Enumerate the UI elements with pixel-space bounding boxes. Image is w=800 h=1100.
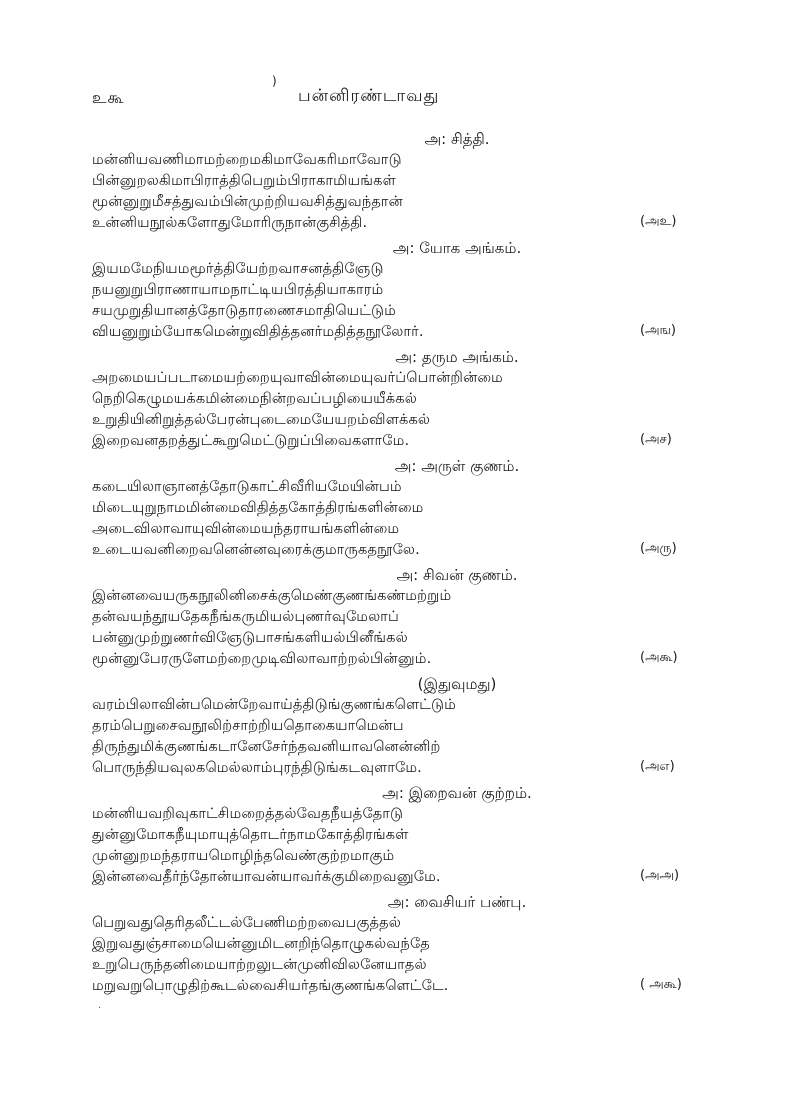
verse-number: (அச) <box>640 432 672 447</box>
verse <box>92 913 712 997</box>
verse <box>92 368 712 452</box>
verse-line: நயனுறுபிராணாயாமநாட்டியபிரத்தியாகாரம் <box>92 282 384 298</box>
verse-line: பெறுவதுதெரிதலீட்டல்பேணிமற்றவைபகுத்தல் <box>92 915 401 931</box>
verse-line: இன்னவைதீர்ந்தோன்யாவன்யாவர்க்குமிறைவனுமே. <box>92 869 441 885</box>
verse-line: மன்னியவறிவுகாட்சிமறைத்தல்வேதநீயத்தோடு <box>92 806 404 822</box>
verse-line: மூன்னுறுமீசத்துவம்பின்முற்றியவசித்துவந்தான் <box>92 194 403 210</box>
verse-number: (அங) <box>640 323 676 338</box>
verse-line: பன்னுமுற்றுணர்விஞேடுபாசங்களியல்பினீங்கல் <box>92 630 408 646</box>
verse-line: முன்னுறமந்தராயமொழிந்தவெண்குற்றமாகும் <box>92 848 395 864</box>
margin-mark: ) <box>272 74 277 88</box>
section-heading: (இதுவுமது) <box>417 675 497 693</box>
section-vaisiyar-panbu <box>92 891 712 997</box>
section-dharma-angam <box>92 346 712 452</box>
verse <box>92 586 712 670</box>
verse-number: ( அகூ) <box>640 977 682 992</box>
stray-mark: . <box>98 1000 102 1011</box>
verse <box>92 695 712 779</box>
section-heading: அ: சிவன் குணம். <box>396 566 518 584</box>
verse-number: (அஉ) <box>640 214 677 229</box>
stray-mark: ` <box>160 992 165 1003</box>
verse-line: உடையவனிறைவனென்னவுரைக்குமாருகதநூலே. <box>92 542 420 558</box>
verse <box>92 804 712 888</box>
section-yoga-angam <box>92 237 712 343</box>
page-title: பன்னிரண்டாவது <box>298 86 440 106</box>
verse-number: (அஎ) <box>640 759 675 774</box>
verse-line: பொருந்தியவுலகமெல்லாம்புரந்திடுங்கடவுளாமே. <box>92 760 422 776</box>
section-heading: அ: சித்தி. <box>424 130 490 148</box>
section-heading: அ: இறைவன் குற்றம். <box>382 784 532 802</box>
verse-line: மறுவறுபொழுதிற்கூடல்வைசியர்தங்குணங்களெட்டே. <box>92 978 449 994</box>
verse-line: தன்வயந்தூயதேகநீங்கருமியல்புணர்வுமேலாப் <box>92 609 399 625</box>
section-ithuvumathu <box>92 673 712 779</box>
section-heading: அ: வைசியர் பண்பு. <box>387 893 527 911</box>
section-sivan-gunam <box>92 564 712 670</box>
verse-line: தரம்பெறுசைவநூலிற்சாற்றியதொகையாமென்ப <box>92 718 404 734</box>
verse-line: அடைவிலாவாயுவின்மையந்தராயங்களின்மை <box>92 521 400 537</box>
verse-line: கடையிலாஞானத்தோடுகாட்சிவீரியமேயின்பம் <box>92 479 402 495</box>
verse <box>92 259 712 343</box>
section-heading: அ: தரும அங்கம். <box>395 348 519 366</box>
section-arul-gunam <box>92 455 712 561</box>
verse-line: மிடையுறுநாமமின்மைவிதித்தகோத்திரங்களின்மை <box>92 500 424 516</box>
verse-line: இறைவனதறத்துட்கூறுமெட்டுறுப்பிவைகளாமே. <box>92 433 410 449</box>
verse-number: (அஅ) <box>640 868 680 883</box>
section-siddhi <box>92 128 712 234</box>
verses-body <box>92 128 712 1000</box>
verse-number: (அகூ) <box>640 650 678 665</box>
verse-line: அறமையப்படாமையற்றையுவாவின்மையுவர்ப்பொன்றின்மை <box>92 370 503 386</box>
verse-line: உன்னியநூல்களோதுமோரிருநான்குசித்தி. <box>92 215 368 231</box>
verse <box>92 150 712 234</box>
verse-line: வரம்பிலாவின்பமென்றேவாய்த்திடுங்குணங்களெட்டும் <box>92 697 457 713</box>
section-iraivan-kutram <box>92 782 712 888</box>
verse-line: மூன்னுபேரருளேமற்றைமுடிவிலாவாற்றல்பின்னும். <box>92 651 432 667</box>
page-number: உகூ <box>92 88 125 107</box>
verse <box>92 477 712 561</box>
verse-line: சயமுறுதியானத்தோடுதாரணைசமாதியெட்டும் <box>92 303 397 319</box>
verse-line: இன்னவையருகநூலினிசைக்குமெண்குணங்கண்மற்றும் <box>92 588 452 604</box>
verse-number: (அரு) <box>640 541 677 556</box>
verse-line: மன்னியவணிமாமற்றைமகிமாவேகரிமாவோடு <box>92 152 402 168</box>
verse-line: உறுபெருந்தனிமையாற்றலுடன்முனிவிலனேயாதல் <box>92 957 427 973</box>
verse-line: நெறிகெழுமயக்கமின்மைநின்றவப்பழியையீக்கல் <box>92 391 417 407</box>
verse-line: இறுவதுஞ்சாமையென்னுமிடனறிந்தொழுகல்வந்தே <box>92 936 430 952</box>
verse-line: வியனுறும்யோகமென்றுவிதித்தனர்மதித்தநூலோர். <box>92 324 424 340</box>
verse-line: உறுதியினிறுத்தல்பேரன்புடைமையேயறம்விளக்கல் <box>92 412 431 428</box>
section-heading: அ: யோக அங்கம். <box>392 239 522 257</box>
verse-line: இயமமேநியமமூர்த்தியேற்றவாசனத்திஞேடு <box>92 261 384 277</box>
section-heading: அ: அருள் குணம். <box>394 457 520 475</box>
verse-line: துன்னுமோகநீயுமாயுத்தொடர்நாமகோத்திரங்கள் <box>92 827 409 843</box>
verse-line: திருந்துமிக்குணங்கடானேசேர்ந்தவனியாவனென்னிற் <box>92 739 441 755</box>
verse-line: பின்னுறலகிமாபிராத்திபெறும்பிராகாமியங்கள் <box>92 173 396 189</box>
